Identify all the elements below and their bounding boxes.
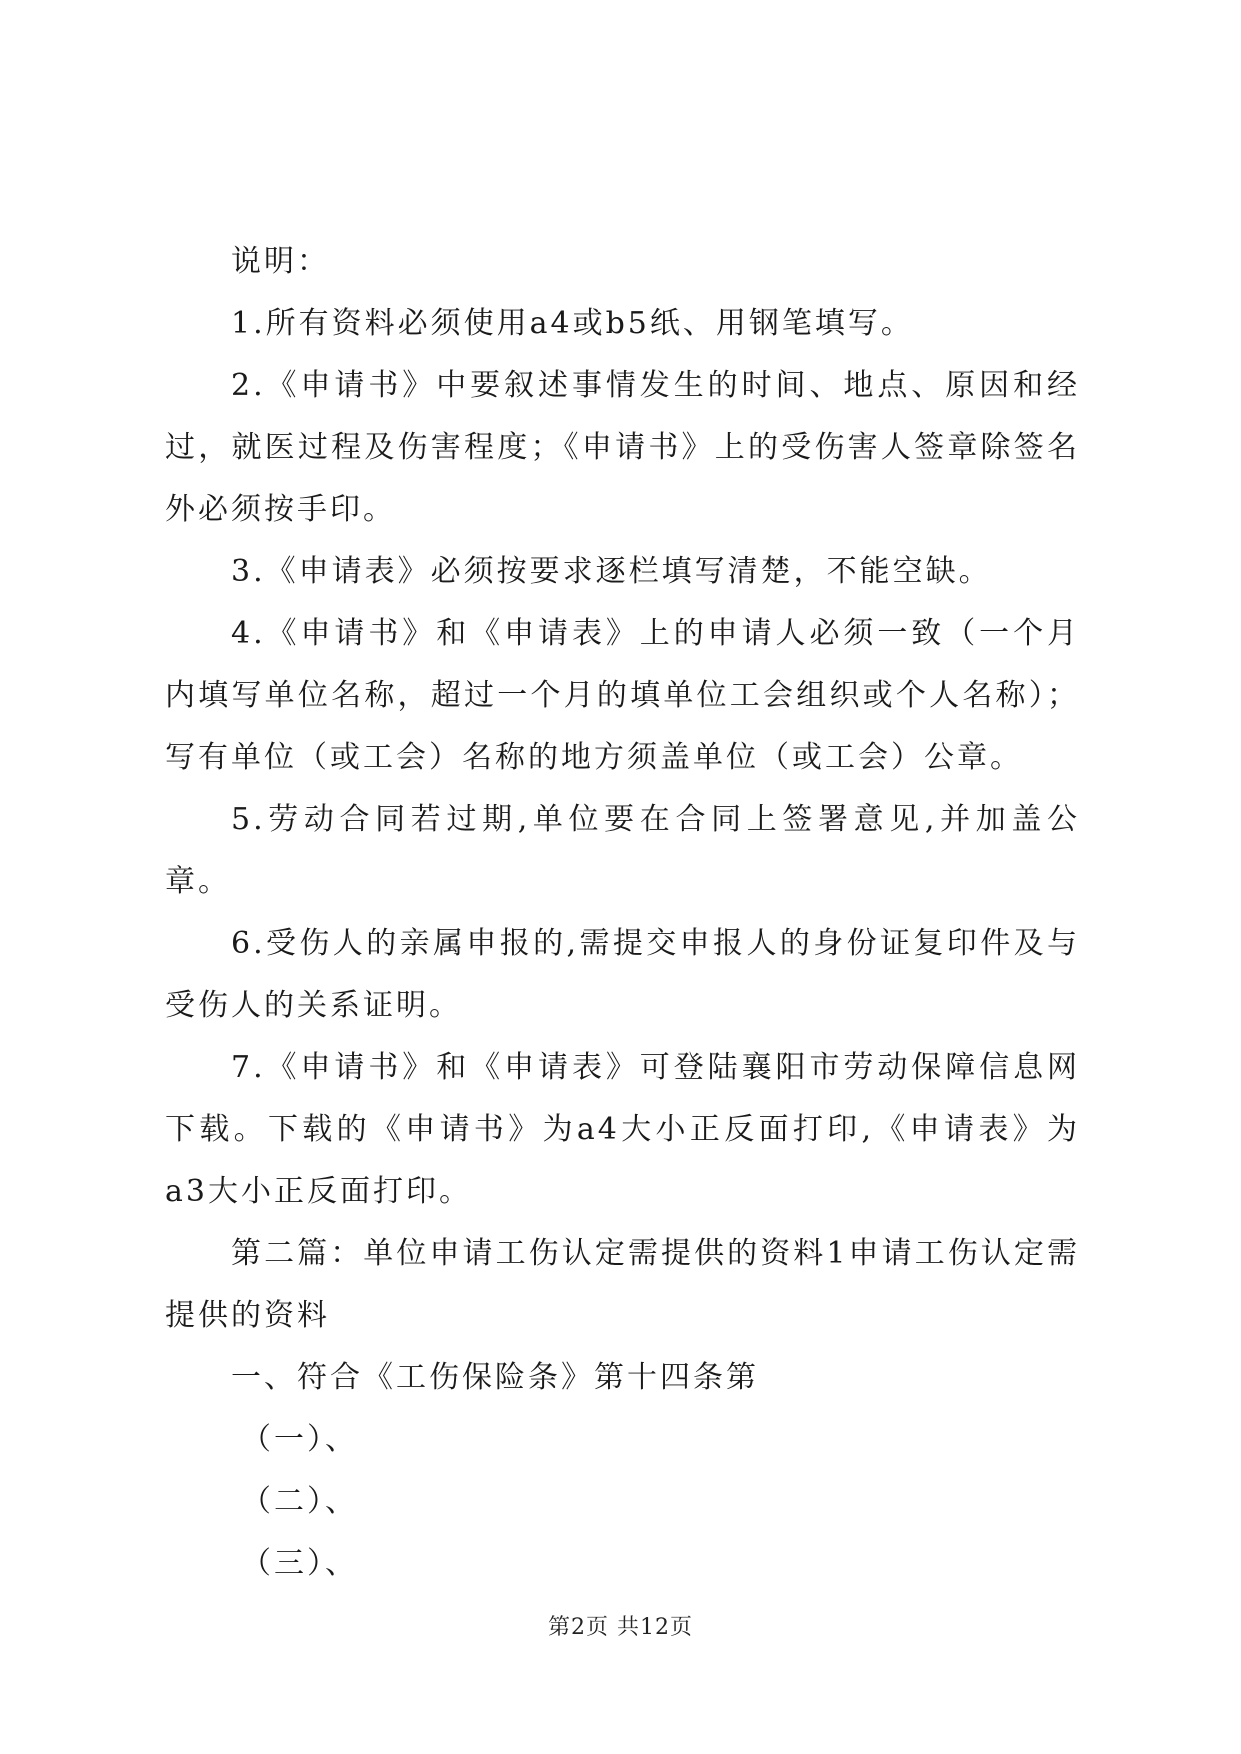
paragraph-subitem-2: （二）、 bbox=[241, 1484, 358, 1519]
page-number-label: 第2页 共12页 bbox=[548, 1615, 693, 1640]
paragraph-item-6: 6.受伤人的亲属申报的,需提交申报人的身份证复印件及与受伤人的关系证明。 bbox=[165, 926, 1080, 1023]
paragraph-section-two-title: 第二篇：单位申请工伤认定需提供的资料1申请工伤认定需提供的资料 bbox=[165, 1236, 1080, 1333]
document-body bbox=[165, 231, 1080, 1595]
paragraph-item-2: 2.《申请书》中要叙述事情发生的时间、地点、原因和经过，就医过程及伤害程度；《申请书》上的受伤害人签章除签名外必须按手印。 bbox=[165, 368, 1080, 527]
paragraph-subitem-1: （一）、 bbox=[241, 1422, 358, 1457]
paragraph-item-3: 3.《申请表》必须按要求逐栏填写清楚，不能空缺。 bbox=[231, 554, 992, 589]
paragraph-item-1: 1.所有资料必须使用a4或b5纸、用钢笔填写。 bbox=[231, 306, 914, 341]
paragraph-item-5: 5.劳动合同若过期,单位要在合同上签署意见,并加盖公章。 bbox=[165, 802, 1080, 899]
paragraph-item-7: 7.《申请书》和《申请表》可登陆襄阳市劳动保障信息网下载。下载的《申请书》为a4大小正反面打印,《申请表》为a3大小正反面打印。 bbox=[165, 1050, 1080, 1209]
paragraph-notes-heading: 说明： bbox=[231, 244, 330, 279]
paragraph-item-4: 4.《申请书》和《申请表》上的申请人必须一致（一个月内填写单位名称，超过一个月的填单位工会组织或个人名称）；写有单位（或工会）名称的地方须盖单位（或工会）公章。 bbox=[165, 616, 1080, 775]
paragraph-section-one-clause: 一、符合《工伤保险条》第十四条第 bbox=[231, 1360, 759, 1395]
paragraph-subitem-3: （三）、 bbox=[241, 1546, 358, 1581]
page-footer bbox=[0, 1610, 1241, 1641]
